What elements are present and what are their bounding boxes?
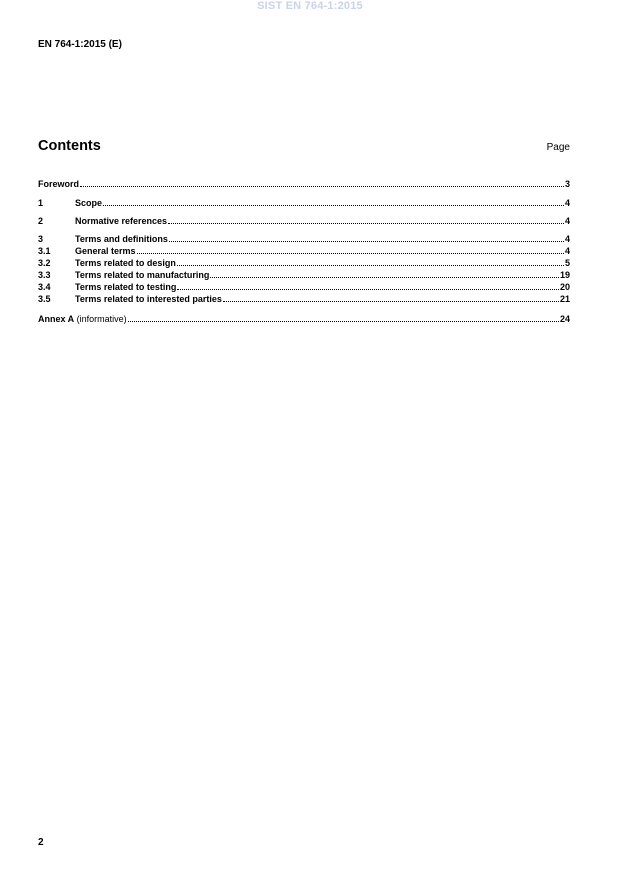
toc-leader-dots	[177, 257, 564, 266]
toc-entry-title	[38, 314, 127, 325]
toc-entry-title: General terms	[75, 246, 136, 256]
toc-leader-dots	[128, 313, 559, 322]
toc-entry-page: 20	[559, 282, 570, 292]
page-column-label: Page	[546, 142, 570, 153]
toc-entry-number: 3.4	[38, 282, 51, 292]
page-number: 2	[38, 837, 44, 848]
toc-entry-page: 4	[564, 246, 570, 256]
toc-entry-page: 19	[559, 270, 570, 280]
toc-leader-dots	[80, 178, 564, 187]
toc-entry-annex-a[interactable]	[38, 313, 570, 324]
toc-leader-dots	[168, 215, 564, 224]
toc-entry-normative-references[interactable]	[38, 215, 570, 226]
toc-entry-terms-and-definitions[interactable]	[38, 233, 570, 244]
contents-heading: Contents	[38, 138, 101, 154]
toc-entry-design[interactable]	[38, 257, 570, 268]
toc-entry-foreword[interactable]	[38, 178, 570, 189]
annex-qualifier: (informative)	[74, 314, 127, 324]
toc-entry-page: 4	[564, 234, 570, 244]
toc-entry-number: 3.2	[38, 258, 51, 268]
toc-entry-title: Terms related to manufacturing	[75, 270, 210, 280]
toc-entry-page: 5	[564, 258, 570, 268]
toc-entry-page: 24	[559, 314, 570, 324]
toc-entry-number: 3.5	[38, 294, 51, 304]
toc-entry-number: 2	[38, 216, 44, 226]
toc-entry-scope[interactable]	[38, 197, 570, 208]
toc-entry-number: 3.3	[38, 270, 51, 280]
toc-entry-number: 3.1	[38, 246, 51, 256]
toc-entry-number: 1	[38, 198, 44, 208]
watermark: SIST EN 764-1:2015	[257, 0, 363, 12]
toc-leader-dots	[223, 293, 559, 302]
toc-entry-title: Terms related to interested parties	[75, 294, 222, 304]
toc-leader-dots	[169, 233, 564, 242]
toc-entry-title: Scope	[75, 198, 103, 208]
toc-entry-page: 21	[559, 294, 570, 304]
toc-entry-general-terms[interactable]	[38, 245, 570, 256]
toc-entry-title: Normative references	[75, 216, 168, 226]
toc-entry-title: Terms and definitions	[75, 234, 168, 244]
toc-entry-page: 4	[564, 216, 570, 226]
toc-leader-dots	[210, 269, 559, 278]
toc-entry-number: 3	[38, 234, 44, 244]
toc-entry-page: 4	[564, 198, 570, 208]
toc-entry-title: Terms related to design	[75, 258, 176, 268]
toc-entry-interested-parties[interactable]	[38, 293, 570, 304]
toc-entry-testing[interactable]	[38, 281, 570, 292]
toc-leader-dots	[137, 245, 564, 254]
document-id: EN 764-1:2015 (E)	[38, 39, 122, 50]
toc-entry-title: Foreword	[38, 179, 80, 189]
toc-entry-manufacturing[interactable]	[38, 269, 570, 280]
annex-label: Annex A	[38, 314, 75, 324]
toc-leader-dots	[103, 197, 564, 206]
toc-entry-title: Terms related to testing	[75, 282, 177, 292]
toc-leader-dots	[177, 281, 559, 290]
toc-entry-page: 3	[564, 179, 570, 189]
